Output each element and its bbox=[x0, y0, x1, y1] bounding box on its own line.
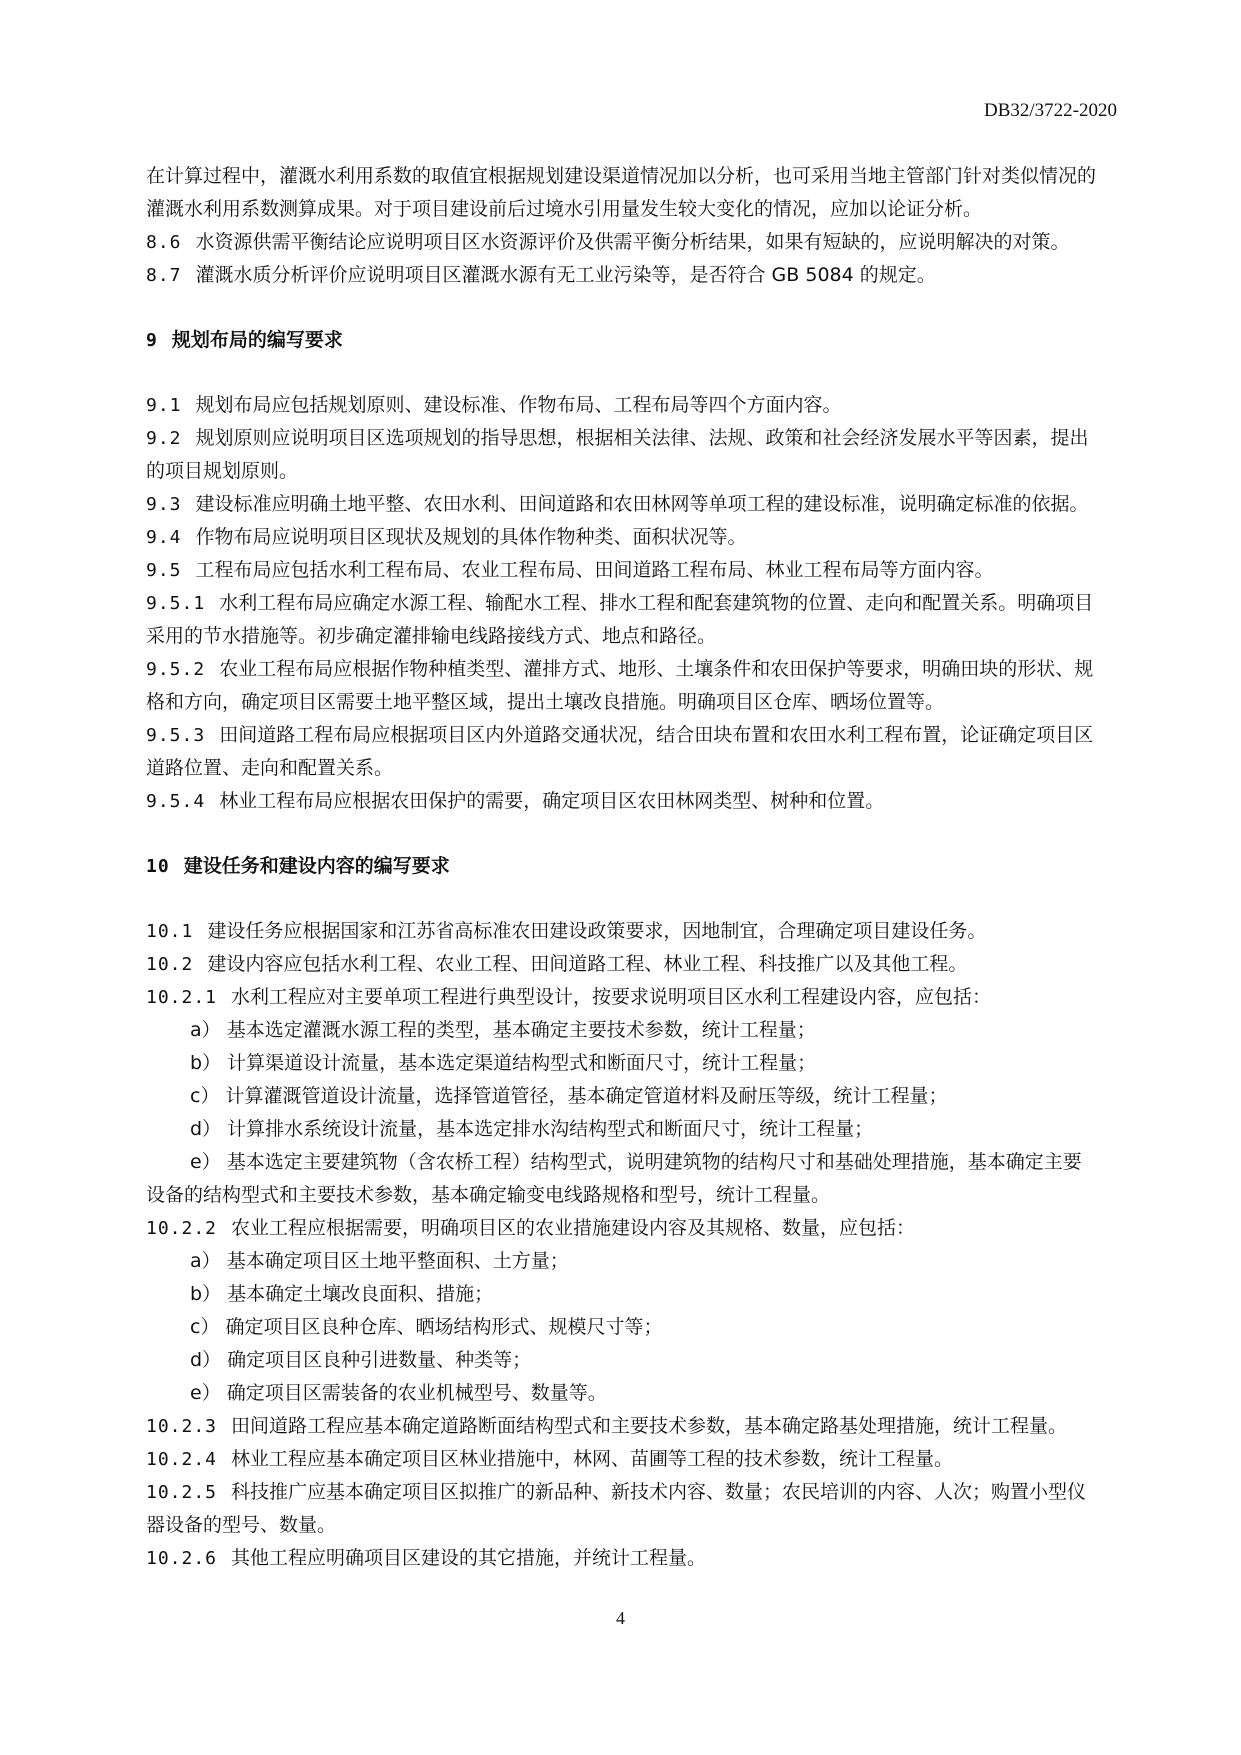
list-item bbox=[190, 1080, 1096, 1113]
clause bbox=[146, 488, 1096, 521]
clause bbox=[146, 226, 1096, 259]
clause bbox=[146, 719, 1096, 785]
clause-text: 建设标准应明确土地平整、农田水利、田间道路和农田林网等单项工程的建设标准，说明确定标准的依据。 bbox=[195, 493, 1089, 515]
clause bbox=[146, 1443, 1096, 1476]
clause-number: 9.5.2 bbox=[146, 659, 206, 680]
list-item bbox=[190, 1278, 1096, 1311]
list-text: 确定项目区良种仓库、晒场结构形式、规模尺寸等； bbox=[225, 1316, 663, 1338]
clause bbox=[146, 981, 1096, 1014]
clause-text: 规划布局应包括规划原则、建设标准、作物布局、工程布局等四个方面内容。 bbox=[195, 394, 842, 416]
list-item bbox=[190, 1047, 1096, 1080]
section-number: 10 bbox=[146, 856, 170, 877]
clause-number: 10.1 bbox=[146, 921, 194, 942]
section-title: 规划布局的编写要求 bbox=[171, 329, 343, 351]
clause bbox=[146, 785, 1096, 818]
clause-number: 10.2.3 bbox=[146, 1416, 218, 1437]
clause-text: 作物布局应说明项目区现状及规划的具体作物种类、面积状况等。 bbox=[195, 526, 747, 548]
list-text: 计算灌溉管道设计流量，选择管道管径，基本确定管道材料及耐压等级，统计工程量； bbox=[225, 1085, 948, 1107]
list-item bbox=[190, 1245, 1096, 1278]
clause-text: 田间道路工程应基本确定道路断面结构型式和主要技术参数，基本确定路基处理措施，统计工程量。 bbox=[231, 1415, 1068, 1437]
clause-text: 规划原则应说明项目区选项规划的指导思想，根据相关法律、法规、政策和社会经济发展水平等因素，提出的项目规划原则。 bbox=[146, 427, 1089, 482]
document-body bbox=[146, 160, 1096, 1575]
clause bbox=[146, 259, 1096, 292]
clause bbox=[146, 1212, 1096, 1245]
list-text: 确定项目区需装备的农业机械型号、数量等。 bbox=[226, 1382, 607, 1404]
clause bbox=[146, 653, 1096, 719]
list-marker: d） bbox=[190, 1118, 222, 1140]
clause-number: 9.4 bbox=[146, 527, 182, 548]
clause-text: 水资源供需平衡结论应说明项目区水资源评价及供需平衡分析结果，如果有短缺的，应说明解决的对策。 bbox=[195, 231, 1070, 253]
clause-text: 其他工程应明确项目区建设的其它措施，并统计工程量。 bbox=[231, 1547, 707, 1569]
list-marker: a） bbox=[190, 1250, 221, 1272]
list-marker: b） bbox=[190, 1052, 222, 1074]
clause-text: 林业工程布局应根据农田保护的需要，确定项目区农田林网类型、树种和位置。 bbox=[219, 790, 885, 812]
clause-number: 9.1 bbox=[146, 395, 182, 416]
section-number: 9 bbox=[146, 330, 158, 351]
section-heading bbox=[146, 850, 1096, 883]
clause-text: 水利工程布局应确定水源工程、输配水工程、排水工程和配套建筑物的位置、走向和配置关系。明确项目采用的节水措施等。初步确定灌排输电线路接线方式、地点和路径。 bbox=[146, 592, 1094, 647]
list-text: 基本选定主要建筑物（含农桥工程）结构型式，说明建筑物的结构尺寸和基础处理措施，基本确定主要设备的结构型式和主要技术参数，基本确定输变电线路规格和型号，统计工程量。 bbox=[146, 1151, 1082, 1206]
list-item bbox=[190, 1311, 1096, 1344]
paragraph bbox=[146, 160, 1096, 226]
list-marker: a） bbox=[190, 1019, 221, 1041]
clause-text: 建设内容应包括水利工程、农业工程、田间道路工程、林业工程、科技推广以及其他工程。 bbox=[207, 953, 968, 975]
clause-number: 8.6 bbox=[146, 232, 182, 253]
standard-code: DB32/3722-2020 bbox=[984, 100, 1117, 121]
clause-text: 农业工程应根据需要，明确项目区的农业措施建设内容及其规格、数量，应包括： bbox=[231, 1217, 916, 1239]
list-item bbox=[190, 1113, 1096, 1146]
list-text: 计算排水系统设计流量，基本选定排水沟结构型式和断面尺寸，统计工程量； bbox=[227, 1118, 874, 1140]
list-marker: d） bbox=[190, 1349, 222, 1371]
list-marker: c） bbox=[190, 1316, 220, 1338]
list-text: 基本确定土壤改良面积、措施； bbox=[227, 1283, 494, 1305]
list-marker: b） bbox=[190, 1283, 222, 1305]
list-text: 基本确定项目区土地平整面积、土方量； bbox=[226, 1250, 569, 1272]
clause bbox=[146, 554, 1096, 587]
clause-text: 工程布局应包括水利工程布局、农业工程布局、田间道路工程布局、林业工程布局等方面内容。 bbox=[195, 559, 994, 581]
clause-text: 建设任务应根据国家和江苏省高标准农田建设政策要求，因地制宜，合理确定项目建设任务。 bbox=[207, 920, 987, 942]
section-title: 建设任务和建设内容的编写要求 bbox=[183, 855, 450, 877]
clause-number: 10.2 bbox=[146, 954, 194, 975]
clause-number: 10.2.6 bbox=[146, 1548, 218, 1569]
clause-number: 10.2.5 bbox=[146, 1482, 218, 1503]
clause-text: 水利工程应对主要单项工程进行典型设计，按要求说明项目区水利工程建设内容，应包括： bbox=[231, 986, 992, 1008]
clause bbox=[146, 521, 1096, 554]
clause-number: 10.2.1 bbox=[146, 987, 218, 1008]
clause-number: 10.2.2 bbox=[146, 1218, 218, 1239]
list-item bbox=[190, 1377, 1096, 1410]
clause bbox=[146, 1542, 1096, 1575]
list-text: 确定项目区良种引进数量、种类等； bbox=[227, 1349, 532, 1371]
clause-number: 9.5 bbox=[146, 560, 182, 581]
clause bbox=[146, 1476, 1096, 1542]
list-marker: e） bbox=[190, 1151, 221, 1173]
page-number: 4 bbox=[616, 1608, 625, 1628]
clause bbox=[146, 587, 1096, 653]
list-text: 计算渠道设计流量，基本选定渠道结构型式和断面尺寸，统计工程量； bbox=[227, 1052, 817, 1074]
paragraph-text: 在计算过程中，灌溉水利用系数的取值宜根据规划建设渠道情况加以分析，也可采用当地主管部门针对类似情况的灌溉水利用系数测算成果。对于项目建设前后过境水引用量发生较大变化的情况，应加以论证分析。 bbox=[146, 165, 1097, 220]
clause-text: 科技推广应基本确定项目区拟推广的新品种、新技术内容、数量；农民培训的内容、人次；购置小型仪器设备的型号、数量。 bbox=[146, 1481, 1087, 1536]
clause-number: 9.3 bbox=[146, 494, 182, 515]
clause bbox=[146, 422, 1096, 488]
clause-number: 9.5.3 bbox=[146, 725, 206, 746]
list-item bbox=[146, 1146, 1096, 1212]
clause bbox=[146, 948, 1096, 981]
clause bbox=[146, 389, 1096, 422]
clause-number: 10.2.4 bbox=[146, 1449, 218, 1470]
clause-number: 9.5.4 bbox=[146, 791, 206, 812]
clause bbox=[146, 915, 1096, 948]
section-heading bbox=[146, 324, 1096, 357]
list-marker: c） bbox=[190, 1085, 220, 1107]
clause-text: 林业工程应基本确定项目区林业措施中，林网、苗圃等工程的技术参数，统计工程量。 bbox=[231, 1448, 954, 1470]
list-marker: e） bbox=[190, 1382, 221, 1404]
clause-text: 农业工程布局应根据作物种植类型、灌排方式、地形、土壤条件和农田保护等要求，明确田块的形状、规格和方向，确定项目区需要土地平整区域，提出土壤改良措施。明确项目区仓库、晒场位置等。 bbox=[146, 658, 1094, 713]
clause-number: 9.5.1 bbox=[146, 593, 206, 614]
list-text: 基本选定灌溉水源工程的类型，基本确定主要技术参数，统计工程量； bbox=[226, 1019, 816, 1041]
clause-number: 8.7 bbox=[146, 265, 182, 286]
clause-number: 9.2 bbox=[146, 428, 182, 449]
clause-text: 田间道路工程布局应根据项目区内外道路交通状况，结合田块布置和农田水利工程布置，论证确定项目区道路位置、走向和配置关系。 bbox=[146, 724, 1094, 779]
clause-text: 灌溉水质分析评价应说明项目区灌溉水源有无工业污染等，是否符合 GB 5084 的规定。 bbox=[195, 264, 936, 286]
list-item bbox=[190, 1344, 1096, 1377]
list-item bbox=[190, 1014, 1096, 1047]
clause bbox=[146, 1410, 1096, 1443]
